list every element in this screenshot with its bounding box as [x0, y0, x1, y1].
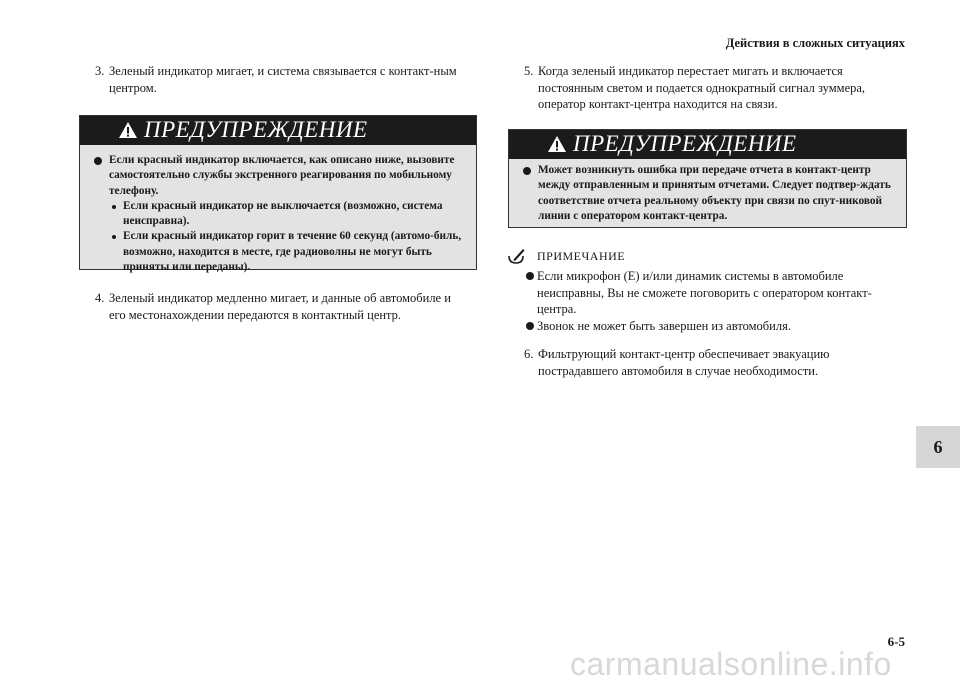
step-3: [95, 63, 470, 96]
step-5: [524, 63, 899, 113]
step-number: 5.: [524, 64, 534, 78]
warning-item: [90, 153, 466, 199]
sub-bullet-icon: [112, 205, 116, 209]
note-item: [508, 268, 908, 318]
note-item-text: Если микрофон (E) и/или динамик системы в автомобиле неисправны, Вы не сможете поговорить с оператором контакт-центра.: [537, 269, 872, 316]
step-6: [524, 346, 899, 379]
bullet-icon: [523, 167, 531, 175]
warning-body: [80, 145, 476, 285]
warning-title: ПРЕДУПРЕЖДЕНИЕ: [144, 117, 368, 142]
bullet-icon: [94, 157, 102, 165]
warning-body: [509, 159, 906, 234]
step-text: Когда зеленый индикатор перестает мигать и включается постоянным светом и подается однократный сигнал зуммера, оператор контакт-центра находится на связи.: [538, 64, 866, 111]
chapter-tab: [916, 426, 960, 468]
note-item: [508, 318, 908, 335]
bullet-icon: [526, 272, 534, 280]
warning-triangle-icon: [118, 121, 138, 139]
note-list: [508, 268, 908, 334]
chapter-number: 6: [933, 437, 943, 457]
warning-box: [79, 115, 477, 274]
step-number: 6.: [524, 347, 534, 361]
warning-title: ПРЕДУПРЕЖДЕНИЕ: [573, 131, 797, 156]
warning-subitem-text: Если красный индикатор горит в течение 60 секунд (автомо-биль, возможно, находится в месте, где радиоволны не могут быть приняты или переданы).: [123, 230, 462, 274]
warning-item: [519, 163, 896, 224]
warning-box: [508, 129, 907, 228]
warning-subitem: [90, 229, 466, 275]
step-text: Зеленый индикатор мигает, и система связывается с контакт-ным центром.: [109, 64, 457, 95]
note-pen-icon: [507, 247, 525, 265]
warning-subitem: [90, 199, 466, 230]
step-4: [95, 290, 470, 323]
warning-header: [80, 116, 476, 145]
sub-bullet-icon: [112, 235, 116, 239]
warning-triangle-icon: [547, 135, 567, 153]
step-text: Зеленый индикатор медленно мигает, и данные об автомобиле и его местонахождении передаются в контактный центр.: [109, 291, 451, 322]
section-title: Действия в сложных ситуациях: [725, 36, 905, 50]
bullet-icon: [526, 322, 534, 330]
watermark: carmanualsonline.info: [570, 646, 892, 682]
step-number: 3.: [95, 64, 105, 78]
warning-subitem-text: Если красный индикатор не выключается (возможно, система неисправна).: [123, 199, 443, 228]
step-number: 4.: [95, 291, 105, 305]
step-text: Фильтрующий контакт-центр обеспечивает эвакуацию пострадавшего автомобиля в случае необходимости.: [538, 347, 830, 378]
note-header: [507, 249, 625, 264]
warning-item-text: Может возникнуть ошибка при передаче отчета в контакт-центр между отправленным и принятым отчетами. Следует подтвер-ждать соответствие отчета реальному объекту при связи по спут-никовой линии с оператором контакт-центра.: [538, 164, 891, 222]
page-number: 6-5: [887, 634, 905, 649]
note-item-text: Звонок не может быть завершен из автомобиля.: [537, 318, 791, 333]
note-label: ПРИМЕЧАНИЕ: [537, 249, 626, 263]
warning-header: [509, 130, 906, 159]
warning-item-text: Если красный индикатор включается, как описано ниже, вызовите самостоятельно службы экстренного реагирования по мобильному телефону.: [109, 154, 455, 197]
